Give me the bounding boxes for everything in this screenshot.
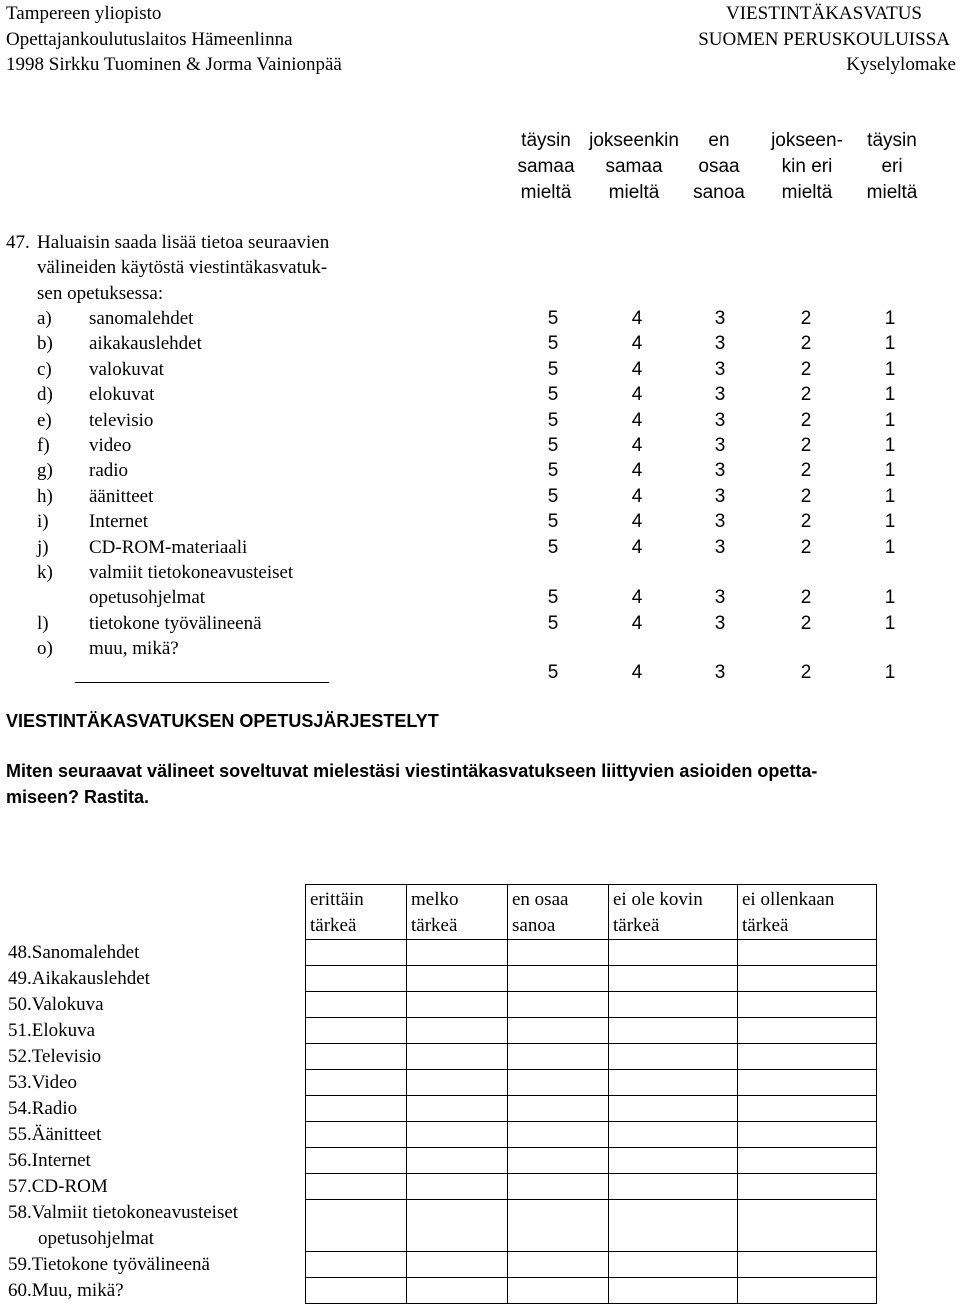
row-label-line: 52.Televisio	[8, 1045, 102, 1067]
scale-option-1[interactable]: 1	[884, 662, 896, 683]
scale-option-4[interactable]: 4	[631, 662, 643, 683]
item-letter: c)	[37, 359, 52, 380]
item-letter: b)	[37, 333, 53, 354]
scale-header-line: samaa	[605, 156, 663, 177]
scale-option-3[interactable]: 3	[714, 410, 726, 431]
scale-option-5[interactable]: 5	[547, 460, 559, 481]
table-corner	[6, 885, 306, 940]
item-label: opetusohjelmat	[89, 587, 206, 608]
item-label: valmiit tietokoneavusteiset	[89, 562, 294, 583]
scale-option-3[interactable]: 3	[714, 359, 726, 380]
scale-header-line: mieltä	[866, 182, 918, 203]
table-row	[6, 1096, 877, 1122]
item-label: televisio	[89, 410, 154, 431]
column-header	[306, 885, 407, 940]
question-text-line: välineiden käytöstä viestintäkasvatuk-	[37, 257, 328, 278]
item-letter: e)	[37, 410, 52, 431]
scale-option-4[interactable]: 4	[631, 384, 643, 405]
table-row	[6, 1148, 877, 1174]
item-label: valokuvat	[89, 359, 164, 380]
row-label	[6, 1018, 306, 1044]
item-letter: j)	[37, 537, 49, 558]
scale-option-5[interactable]: 5	[547, 359, 559, 380]
scale-option-2[interactable]: 2	[800, 662, 812, 683]
scale-option-2[interactable]: 2	[800, 486, 812, 507]
scale-option-1[interactable]: 1	[884, 587, 896, 608]
item-label: sanomalehdet	[89, 308, 194, 329]
scale-header-3	[678, 128, 760, 206]
scale-header-line: kin eri	[781, 156, 833, 177]
item-label: CD-ROM-materiaali	[89, 537, 248, 558]
scale-header-line: samaa	[517, 156, 575, 177]
checkbox-cell[interactable]	[508, 940, 609, 966]
item-letter: i)	[37, 511, 49, 532]
scale-header-line: sanoa	[693, 182, 745, 203]
checkbox-cell[interactable]	[609, 1070, 738, 1096]
column-header-line: ei ole kovin	[613, 889, 703, 910]
table-row	[6, 966, 877, 992]
checkbox-cell[interactable]	[306, 1018, 407, 1044]
scale-header-line: mieltä	[608, 182, 660, 203]
checkbox-cell[interactable]	[306, 992, 407, 1018]
scale-option-3[interactable]: 3	[714, 587, 726, 608]
header-doc-type: Kyselylomake	[846, 54, 956, 75]
checkbox-cell[interactable]	[738, 1200, 877, 1252]
checkbox-cell[interactable]	[609, 1018, 738, 1044]
fill-in-line[interactable]	[75, 682, 329, 683]
checkbox-cell[interactable]	[407, 1278, 508, 1304]
question-text-line: Haluaisin saada lisää tietoa seuraavien	[37, 232, 330, 253]
scale-header-1	[852, 128, 932, 206]
scale-option-3[interactable]: 3	[714, 308, 726, 329]
scale-option-4[interactable]: 4	[631, 359, 643, 380]
row-label-line: 53.Video	[8, 1071, 78, 1093]
column-header-line: melko	[411, 889, 459, 910]
row-label-line: 51.Elokuva	[8, 1019, 96, 1041]
scale-header-5	[503, 128, 589, 206]
scale-option-4[interactable]: 4	[631, 460, 643, 481]
scale-option-5[interactable]: 5	[547, 435, 559, 456]
scale-header-4	[578, 128, 690, 206]
scale-option-1[interactable]: 1	[884, 511, 896, 532]
checkbox-cell[interactable]	[508, 1252, 609, 1278]
scale-option-3[interactable]: 3	[714, 333, 726, 354]
item-letter: a)	[37, 308, 52, 329]
scale-header-line: en	[708, 130, 730, 151]
scale-option-2[interactable]: 2	[800, 587, 812, 608]
row-label	[6, 1096, 306, 1122]
table-row	[6, 992, 877, 1018]
scale-option-1[interactable]: 1	[884, 486, 896, 507]
row-label-line: 50.Valokuva	[8, 993, 104, 1015]
checkbox-cell[interactable]	[306, 1044, 407, 1070]
table-row	[6, 1044, 877, 1070]
checkbox-cell[interactable]	[306, 1070, 407, 1096]
checkbox-cell[interactable]	[306, 1252, 407, 1278]
checkbox-cell[interactable]	[609, 1122, 738, 1148]
table-row	[6, 1122, 877, 1148]
scale-option-4[interactable]: 4	[631, 333, 643, 354]
scale-option-1[interactable]: 1	[884, 359, 896, 380]
table-row	[6, 1174, 877, 1200]
scale-option-5[interactable]: 5	[547, 486, 559, 507]
item-letter: g)	[37, 460, 53, 481]
header-university: Tampereen yliopisto	[6, 3, 162, 24]
row-label	[6, 1278, 306, 1304]
column-header-line: sanoa	[512, 915, 556, 936]
scale-option-1[interactable]: 1	[884, 410, 896, 431]
scale-option-4[interactable]: 4	[631, 486, 643, 507]
scale-header-line: täysin	[521, 130, 571, 151]
row-label	[6, 1070, 306, 1096]
checkbox-cell[interactable]	[738, 1148, 877, 1174]
scale-option-5[interactable]: 5	[547, 384, 559, 405]
table-row	[6, 1200, 877, 1252]
item-letter: l)	[37, 613, 49, 634]
checkbox-cell[interactable]	[738, 966, 877, 992]
checkbox-cell[interactable]	[407, 1018, 508, 1044]
scale-header-2	[762, 128, 852, 206]
row-label	[6, 966, 306, 992]
scale-header-line: jokseenkin	[589, 130, 679, 151]
checkbox-cell[interactable]	[738, 1070, 877, 1096]
checkbox-cell[interactable]	[407, 1200, 508, 1252]
scale-option-4[interactable]: 4	[631, 410, 643, 431]
item-letter: k)	[37, 562, 53, 583]
scale-header-line: täysin	[867, 130, 917, 151]
checkbox-cell[interactable]	[609, 1278, 738, 1304]
checkbox-cell[interactable]	[407, 1070, 508, 1096]
checkbox-cell[interactable]	[306, 1148, 407, 1174]
table-row	[6, 1278, 877, 1304]
column-header-line: en osaa	[512, 889, 569, 910]
checkbox-cell[interactable]	[407, 1044, 508, 1070]
scale-option-4[interactable]: 4	[631, 435, 643, 456]
scale-option-5[interactable]: 5	[547, 613, 559, 634]
scale-option-1[interactable]: 1	[884, 384, 896, 405]
scale-option-1[interactable]: 1	[884, 537, 896, 558]
scale-option-3[interactable]: 3	[714, 435, 726, 456]
checkbox-cell[interactable]	[738, 1252, 877, 1278]
checkbox-cell[interactable]	[609, 1174, 738, 1200]
column-header-line: tärkeä	[310, 915, 357, 936]
scale-option-2[interactable]: 2	[800, 359, 812, 380]
checkbox-cell[interactable]	[508, 1174, 609, 1200]
scale-option-2[interactable]: 2	[800, 613, 812, 634]
table-row	[6, 1070, 877, 1096]
column-header-line: erittäin	[310, 889, 364, 910]
scale-option-5[interactable]: 5	[547, 662, 559, 683]
scale-option-2[interactable]: 2	[800, 435, 812, 456]
checkbox-cell[interactable]	[609, 940, 738, 966]
row-label	[6, 940, 306, 966]
scale-option-5[interactable]: 5	[547, 537, 559, 558]
checkbox-cell[interactable]	[407, 1174, 508, 1200]
instruction-line: miseen? Rastita.	[6, 787, 150, 807]
checkbox-cell[interactable]	[738, 1096, 877, 1122]
scale-option-3[interactable]: 3	[714, 486, 726, 507]
row-label	[6, 1252, 306, 1278]
table-row	[6, 1018, 877, 1044]
checkbox-cell[interactable]	[306, 1122, 407, 1148]
scale-header-line: eri	[881, 156, 903, 177]
scale-option-3[interactable]: 3	[714, 460, 726, 481]
scale-option-3[interactable]: 3	[714, 662, 726, 683]
checkbox-cell[interactable]	[306, 1096, 407, 1122]
section-title: VIESTINTÄKASVATUKSEN OPETUSJÄRJESTELYT	[6, 711, 439, 731]
scale-option-2[interactable]: 2	[800, 308, 812, 329]
item-label: äänitteet	[89, 486, 154, 507]
checkbox-cell[interactable]	[306, 940, 407, 966]
row-label	[6, 1044, 306, 1070]
row-label-line: 54.Radio	[8, 1097, 78, 1119]
checkbox-cell[interactable]	[407, 1122, 508, 1148]
scale-option-2[interactable]: 2	[800, 410, 812, 431]
checkbox-cell[interactable]	[407, 1148, 508, 1174]
header-title: VIESTINTÄKASVATUS	[726, 3, 922, 24]
scale-option-4[interactable]: 4	[631, 613, 643, 634]
scale-option-1[interactable]: 1	[884, 435, 896, 456]
checkbox-cell[interactable]	[306, 1278, 407, 1304]
checkbox-cell[interactable]	[738, 940, 877, 966]
scale-header-line: mieltä	[520, 182, 572, 203]
checkbox-cell[interactable]	[306, 966, 407, 992]
checkbox-cell[interactable]	[508, 966, 609, 992]
row-label-line: opetusohjelmat	[38, 1227, 155, 1249]
checkbox-cell[interactable]	[508, 1018, 609, 1044]
rating-table	[6, 884, 877, 1304]
row-label-line: 49.Aikakauslehdet	[8, 967, 150, 989]
scale-option-1[interactable]: 1	[884, 613, 896, 634]
scale-option-3[interactable]: 3	[714, 511, 726, 532]
checkbox-cell[interactable]	[508, 992, 609, 1018]
checkbox-cell[interactable]	[738, 1122, 877, 1148]
scale-option-3[interactable]: 3	[714, 384, 726, 405]
column-header	[508, 885, 609, 940]
checkbox-cell[interactable]	[508, 1096, 609, 1122]
scale-option-2[interactable]: 2	[800, 537, 812, 558]
scale-option-3[interactable]: 3	[714, 537, 726, 558]
checkbox-cell[interactable]	[609, 966, 738, 992]
row-label-line: 57.CD-ROM	[8, 1175, 108, 1197]
checkbox-cell[interactable]	[508, 1200, 609, 1252]
scale-option-1[interactable]: 1	[884, 333, 896, 354]
scale-option-4[interactable]: 4	[631, 308, 643, 329]
checkbox-cell[interactable]	[508, 1278, 609, 1304]
checkbox-cell[interactable]	[609, 1044, 738, 1070]
column-header-line: ei ollenkaan	[742, 889, 835, 910]
checkbox-cell[interactable]	[609, 1200, 738, 1252]
row-label	[6, 1200, 306, 1252]
checkbox-cell[interactable]	[609, 992, 738, 1018]
checkbox-cell[interactable]	[306, 1174, 407, 1200]
scale-option-2[interactable]: 2	[800, 460, 812, 481]
checkbox-cell[interactable]	[508, 1070, 609, 1096]
scale-option-4[interactable]: 4	[631, 511, 643, 532]
item-letter: o)	[37, 638, 53, 659]
checkbox-cell[interactable]	[738, 1044, 877, 1070]
checkbox-cell[interactable]	[306, 1200, 407, 1252]
row-label-line: 56.Internet	[8, 1149, 91, 1171]
item-label: video	[89, 435, 132, 456]
scale-option-5[interactable]: 5	[547, 333, 559, 354]
checkbox-cell[interactable]	[407, 1096, 508, 1122]
row-label-line: 48.Sanomalehdet	[8, 941, 140, 963]
question-number: 47.	[6, 232, 30, 253]
row-label	[6, 1174, 306, 1200]
checkbox-cell[interactable]	[609, 1252, 738, 1278]
table-row	[6, 1252, 877, 1278]
checkbox-cell[interactable]	[738, 992, 877, 1018]
scale-option-2[interactable]: 2	[800, 384, 812, 405]
instruction-line: Miten seuraavat välineet soveltuvat mielestäsi viestintäkasvatukseen liittyvien asioiden opetta-	[6, 761, 818, 781]
checkbox-cell[interactable]	[738, 1278, 877, 1304]
question-text-line: sen opetuksessa:	[37, 283, 164, 304]
row-label-line: 55.Äänitteet	[8, 1123, 102, 1145]
scale-option-1[interactable]: 1	[884, 460, 896, 481]
item-letter: f)	[37, 435, 50, 456]
item-label: Internet	[89, 511, 149, 532]
item-label: elokuvat	[89, 384, 155, 405]
scale-header-line: jokseen-	[771, 130, 843, 151]
checkbox-cell[interactable]	[407, 966, 508, 992]
checkbox-cell[interactable]	[407, 992, 508, 1018]
row-label-line: 60.Muu, mikä?	[8, 1279, 124, 1301]
checkbox-cell[interactable]	[738, 1174, 877, 1200]
scale-option-1[interactable]: 1	[884, 308, 896, 329]
header-authors: 1998 Sirkku Tuominen & Jorma Vainionpää	[6, 54, 342, 75]
row-label	[6, 1122, 306, 1148]
row-label-line: 59.Tietokone työvälineenä	[8, 1253, 210, 1275]
checkbox-cell[interactable]	[508, 1044, 609, 1070]
table-row	[6, 940, 877, 966]
item-label: muu, mikä?	[89, 638, 179, 659]
column-header-line: tärkeä	[613, 915, 660, 936]
scale-header-line: mieltä	[781, 182, 833, 203]
header-subtitle: SUOMEN PERUSKOULUISSA	[698, 29, 950, 50]
scale-option-3[interactable]: 3	[714, 613, 726, 634]
scale-option-2[interactable]: 2	[800, 511, 812, 532]
row-label	[6, 1148, 306, 1174]
scale-option-4[interactable]: 4	[631, 587, 643, 608]
scale-option-4[interactable]: 4	[631, 537, 643, 558]
row-label	[6, 992, 306, 1018]
scale-option-2[interactable]: 2	[800, 333, 812, 354]
column-header	[738, 885, 877, 940]
item-letter: h)	[37, 486, 53, 507]
scale-option-5[interactable]: 5	[547, 308, 559, 329]
checkbox-cell[interactable]	[508, 1122, 609, 1148]
checkbox-cell[interactable]	[508, 1148, 609, 1174]
column-header-line: tärkeä	[742, 915, 789, 936]
checkbox-cell[interactable]	[609, 1096, 738, 1122]
checkbox-cell[interactable]	[407, 1252, 508, 1278]
column-header	[407, 885, 508, 940]
table-header-row	[6, 885, 877, 940]
checkbox-cell[interactable]	[609, 1148, 738, 1174]
column-header-line: tärkeä	[411, 915, 458, 936]
header-department: Opettajankoulutuslaitos Hämeenlinna	[6, 29, 293, 50]
item-letter: d)	[37, 384, 53, 405]
checkbox-cell[interactable]	[407, 940, 508, 966]
scale-header-line: osaa	[698, 156, 740, 177]
scale-option-5[interactable]: 5	[547, 511, 559, 532]
item-label: radio	[89, 460, 129, 481]
scale-option-5[interactable]: 5	[547, 587, 559, 608]
scale-option-5[interactable]: 5	[547, 410, 559, 431]
row-label-line: 58.Valmiit tietokoneavusteiset	[8, 1201, 239, 1223]
column-header	[609, 885, 738, 940]
item-label: tietokone työvälineenä	[89, 613, 262, 634]
checkbox-cell[interactable]	[738, 1018, 877, 1044]
item-label: aikakauslehdet	[89, 333, 202, 354]
